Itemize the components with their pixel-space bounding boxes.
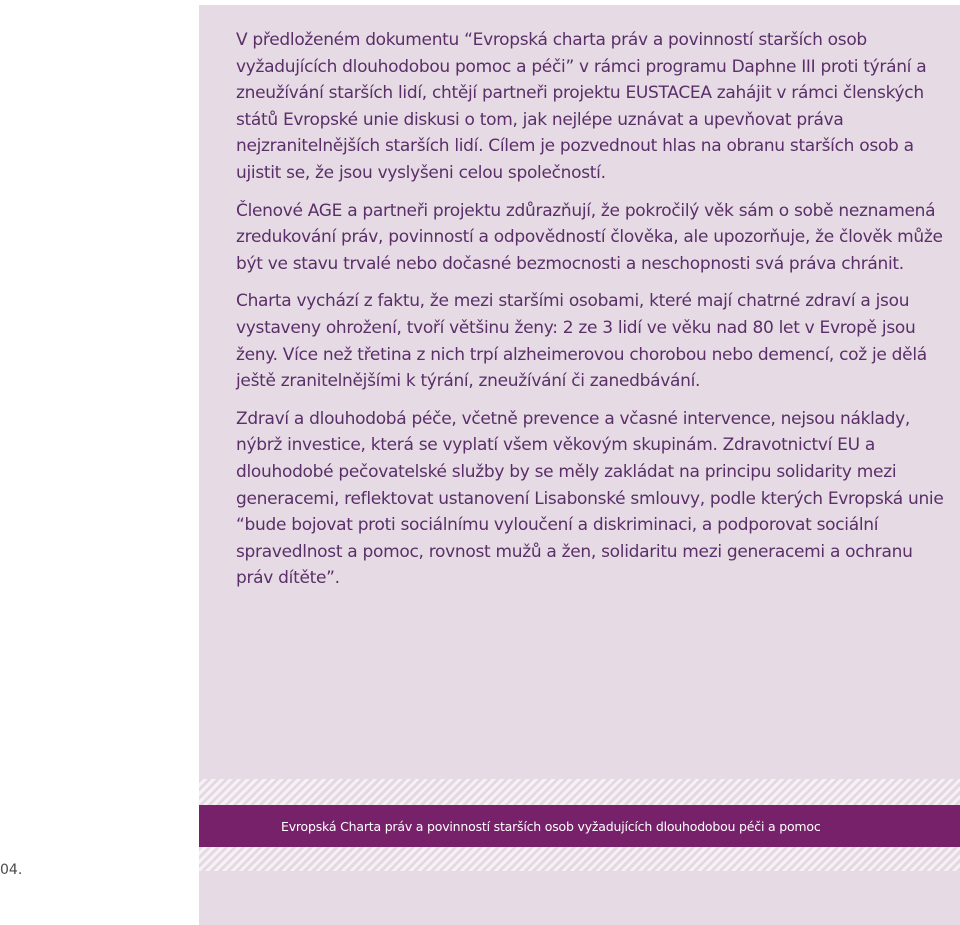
page-number: 04.	[0, 862, 23, 878]
paragraph-4: Zdraví a dlouhodobá péče, včetně prevence a včasné intervence, nejsou náklady, nýbrž investice, která se vyplatí všem věkovým skupinám. Zdravotnictví EU a dlouhodobé pečovatelské služby by se měly zakládat na principu solidarity mezi generacemi, reflektovat ustanovení Lisabonské smlouvy, podle kterých Evropská unie “bude bojovat proti sociálnímu vyloučení a diskriminaci, a podporovat sociální spravedlnost a pomoc, rovnost mužů a žen, solidaritu mezi generacemi a ochranu práv dítěte”.	[236, 408, 944, 589]
paragraph-1: V předloženém dokumentu “Evropská charta práv a povinností starších osob vyžadujících dlouhodobou pomoc a péči” v rámci programu Daphne III proti týrání a zneužívání starších lidí, chtějí partneři projektu EUSTACEA zahájit v rámci členských států Evropské unie diskusi o tom, jak nejlépe uznávat a upevňovat práva nejzranitelnějších starších lidí. Cílem je pozvednout hlas na obranu starších osob a ujistit se, že jsou vyslyšeni celou společností.	[236, 30, 927, 183]
content-panel	[199, 5, 960, 925]
body-text	[236, 27, 951, 603]
footer-bar	[199, 805, 960, 847]
footer-title: Evropská Charta práv a povinností starších osob vyžadujících dlouhodobou péči a pomoc	[281, 818, 821, 834]
paragraph-3: Charta vychází z faktu, že mezi staršími osobami, které mají chatrné zdraví a jsou vystaveny ohrožení, tvoří většinu ženy: 2 ze 3 lidí ve věku nad 80 let v Evropě jsou ženy. Více než třetina z nich trpí alzheimerovou chorobou nebo demencí, což je dělá ještě zranitelnějšími k týrání, zneužívání či zanedbávání.	[236, 291, 927, 392]
paragraph-2: Členové AGE a partneři projektu zdůrazňují, že pokročilý věk sám o sobě neznamená zredukování práv, povinností a odpovědností člověka, ale upozorňuje, že člověk může být ve stavu trvalé nebo dočasné bezmocnosti a neschopnosti svá práva chránit.	[236, 200, 943, 274]
